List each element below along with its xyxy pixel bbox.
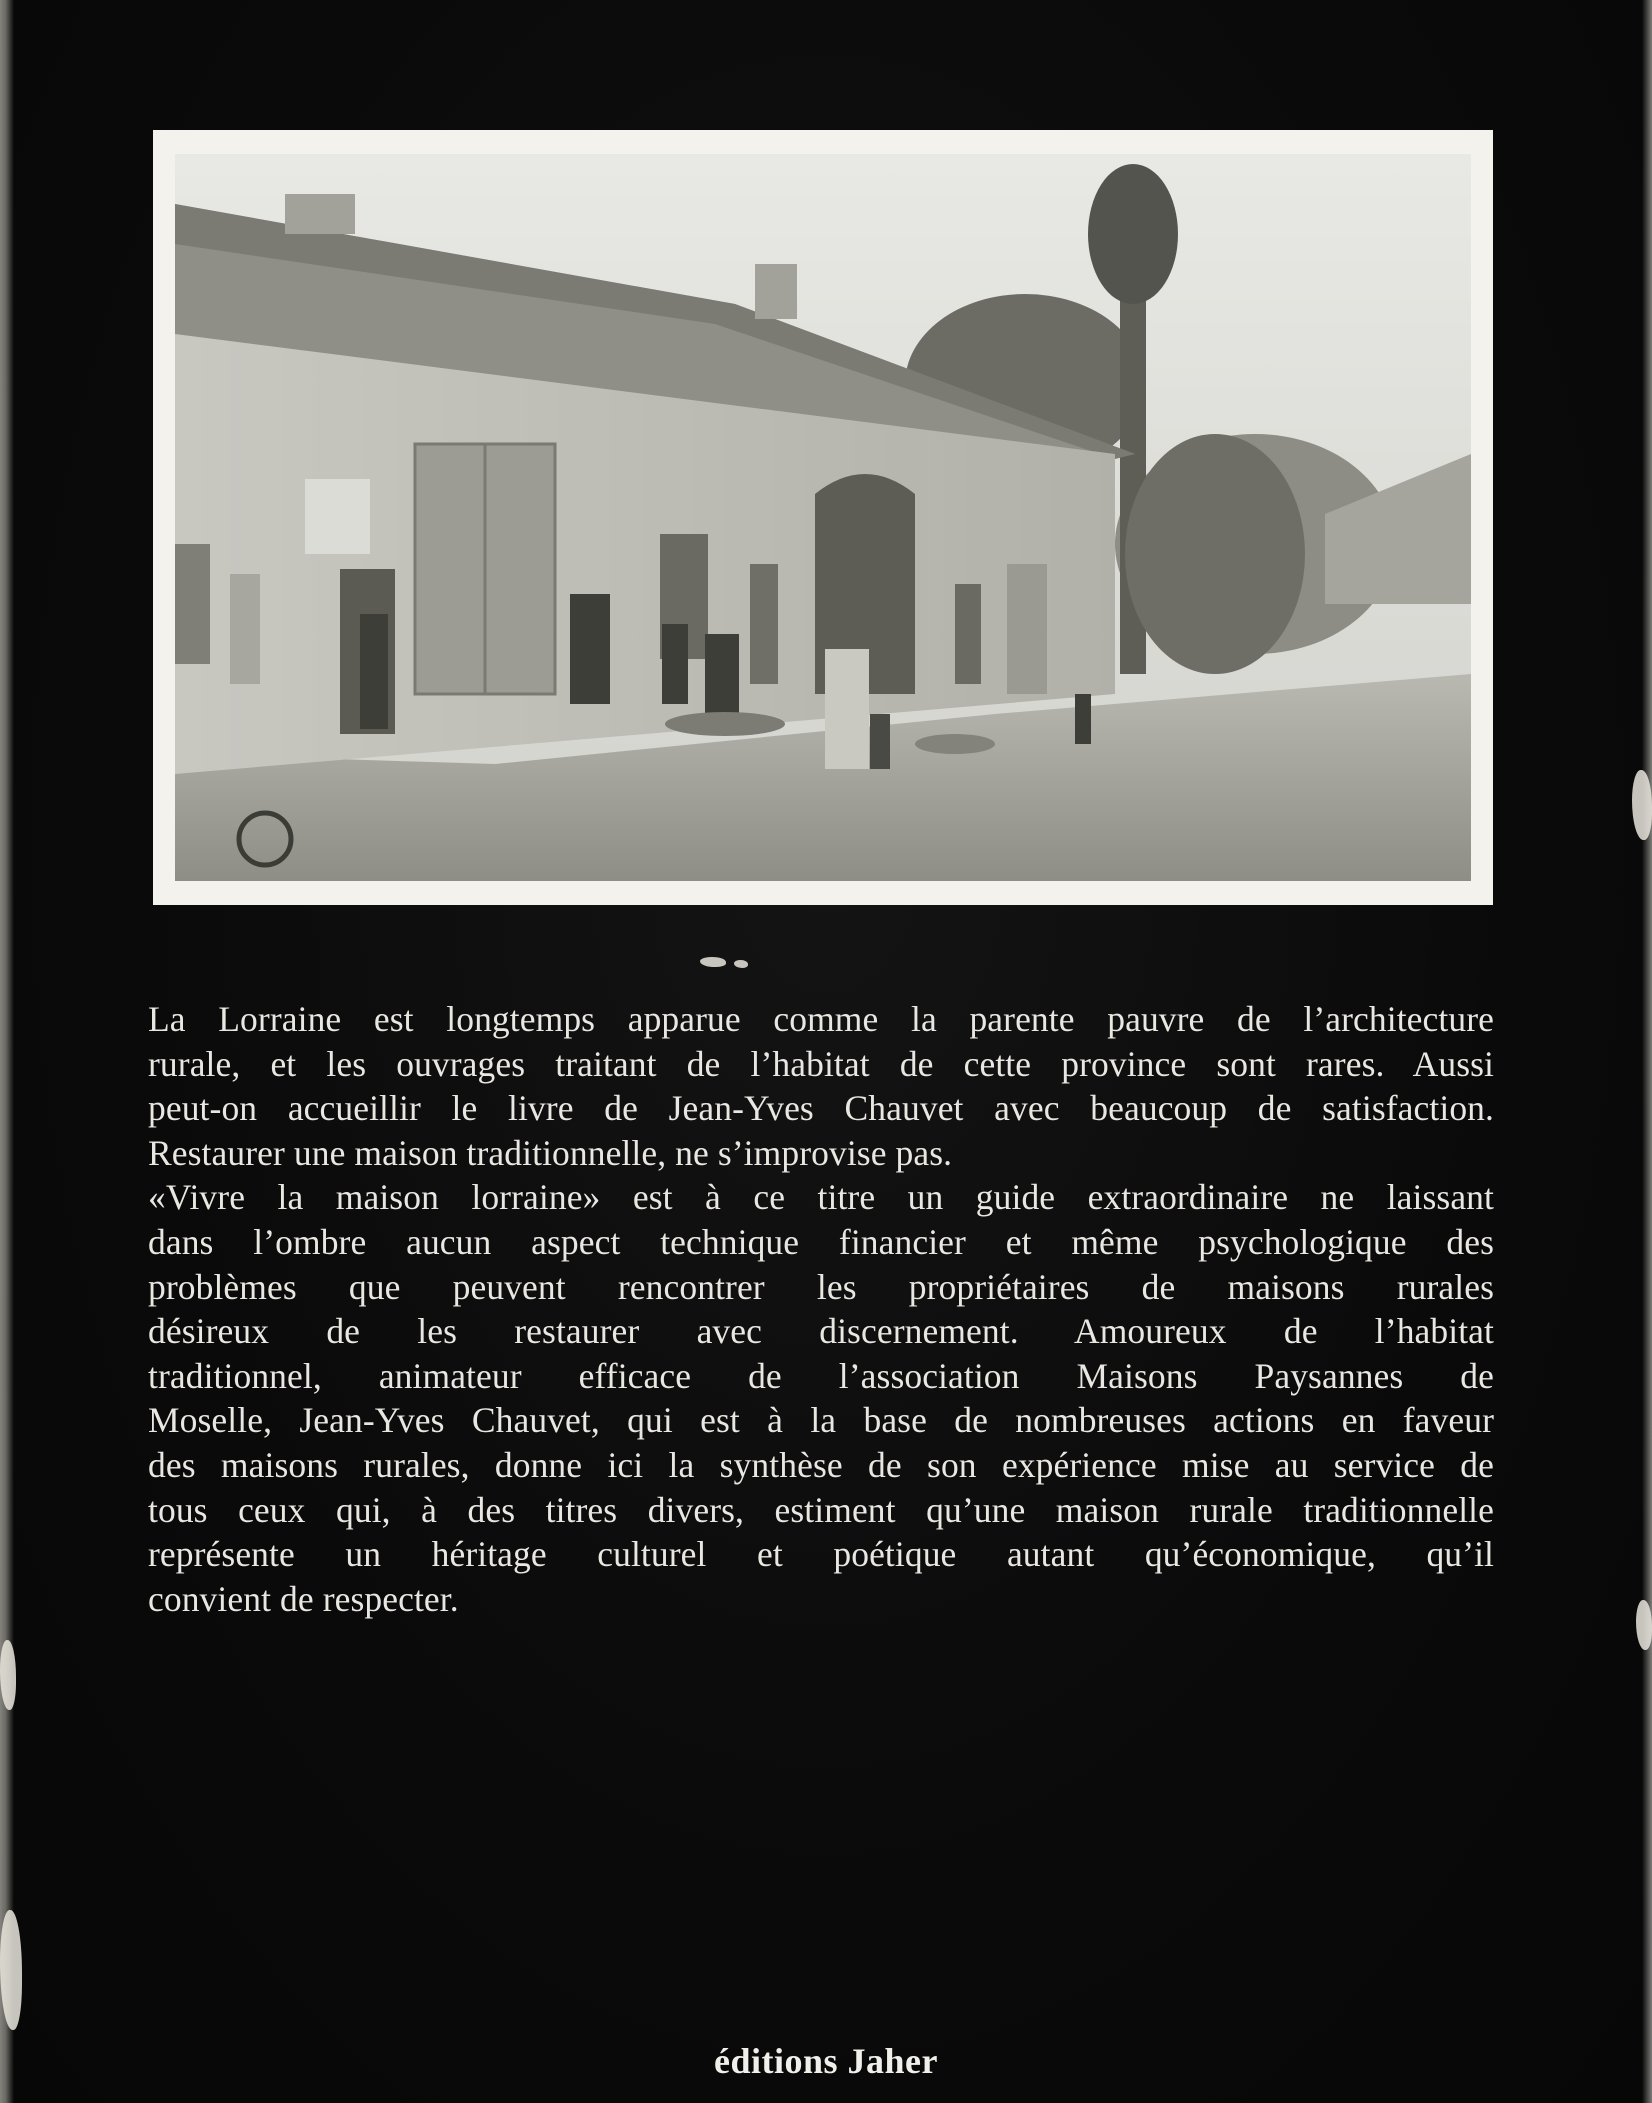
wear-mark xyxy=(0,1910,22,2030)
blurb-line: traditionnel, animateur efficace de l’association Maisons Paysannes de xyxy=(148,1355,1494,1396)
blurb-line: convient de respecter. xyxy=(148,1578,459,1619)
blurb-line: problèmes que peuvent rencontrer les propriétaires de maisons rurales xyxy=(148,1266,1494,1307)
wear-mark xyxy=(700,957,726,967)
wear-mark xyxy=(734,960,748,968)
cover-photo-frame xyxy=(153,130,1493,905)
blurb-line: des maisons rurales, donne ici la synthèse de son expérience mise au service de xyxy=(148,1444,1494,1485)
blurb-line: Moselle, Jean-Yves Chauvet, qui est à la base de nombreuses actions en faveur xyxy=(148,1400,1494,1441)
wear-mark xyxy=(0,1640,16,1710)
back-cover-blurb xyxy=(148,997,1494,1621)
blurb-line: dans l’ombre aucun aspect technique financier et même psychologique des xyxy=(148,1221,1494,1262)
blurb-line: désireux de les restaurer avec discernement. Amoureux de l’habitat xyxy=(148,1311,1494,1352)
blurb-line: Restaurer une maison traditionnelle, ne s’improvise pas. xyxy=(148,1132,953,1173)
worn-left-edge xyxy=(0,0,14,2103)
wear-mark xyxy=(1632,770,1652,840)
blurb-line: «Vivre la maison lorraine» est à ce titre un guide extraordinaire ne laissant xyxy=(148,1177,1494,1218)
blurb-line: peut-on accueillir le livre de Jean-Yves Chauvet avec beaucoup de satisfaction. xyxy=(148,1088,1494,1129)
blurb-line: représente un héritage culturel et poétique autant qu’économique, qu’il xyxy=(148,1534,1494,1575)
cover-photo xyxy=(175,154,1471,881)
wear-mark xyxy=(1636,1600,1652,1650)
worn-right-edge xyxy=(1642,0,1652,2103)
village-street-photo xyxy=(175,154,1471,881)
blurb-line: rurale, et les ouvrages traitant de l’habitat de cette province sont rares. Aussi xyxy=(148,1043,1494,1084)
publisher-name: éditions Jaher xyxy=(713,2041,938,2081)
blurb-line: tous ceux qui, à des titres divers, estiment qu’une maison rurale traditionnelle xyxy=(148,1489,1494,1530)
blurb-line: La Lorraine est longtemps apparue comme la parente pauvre de l’architecture xyxy=(148,999,1494,1039)
